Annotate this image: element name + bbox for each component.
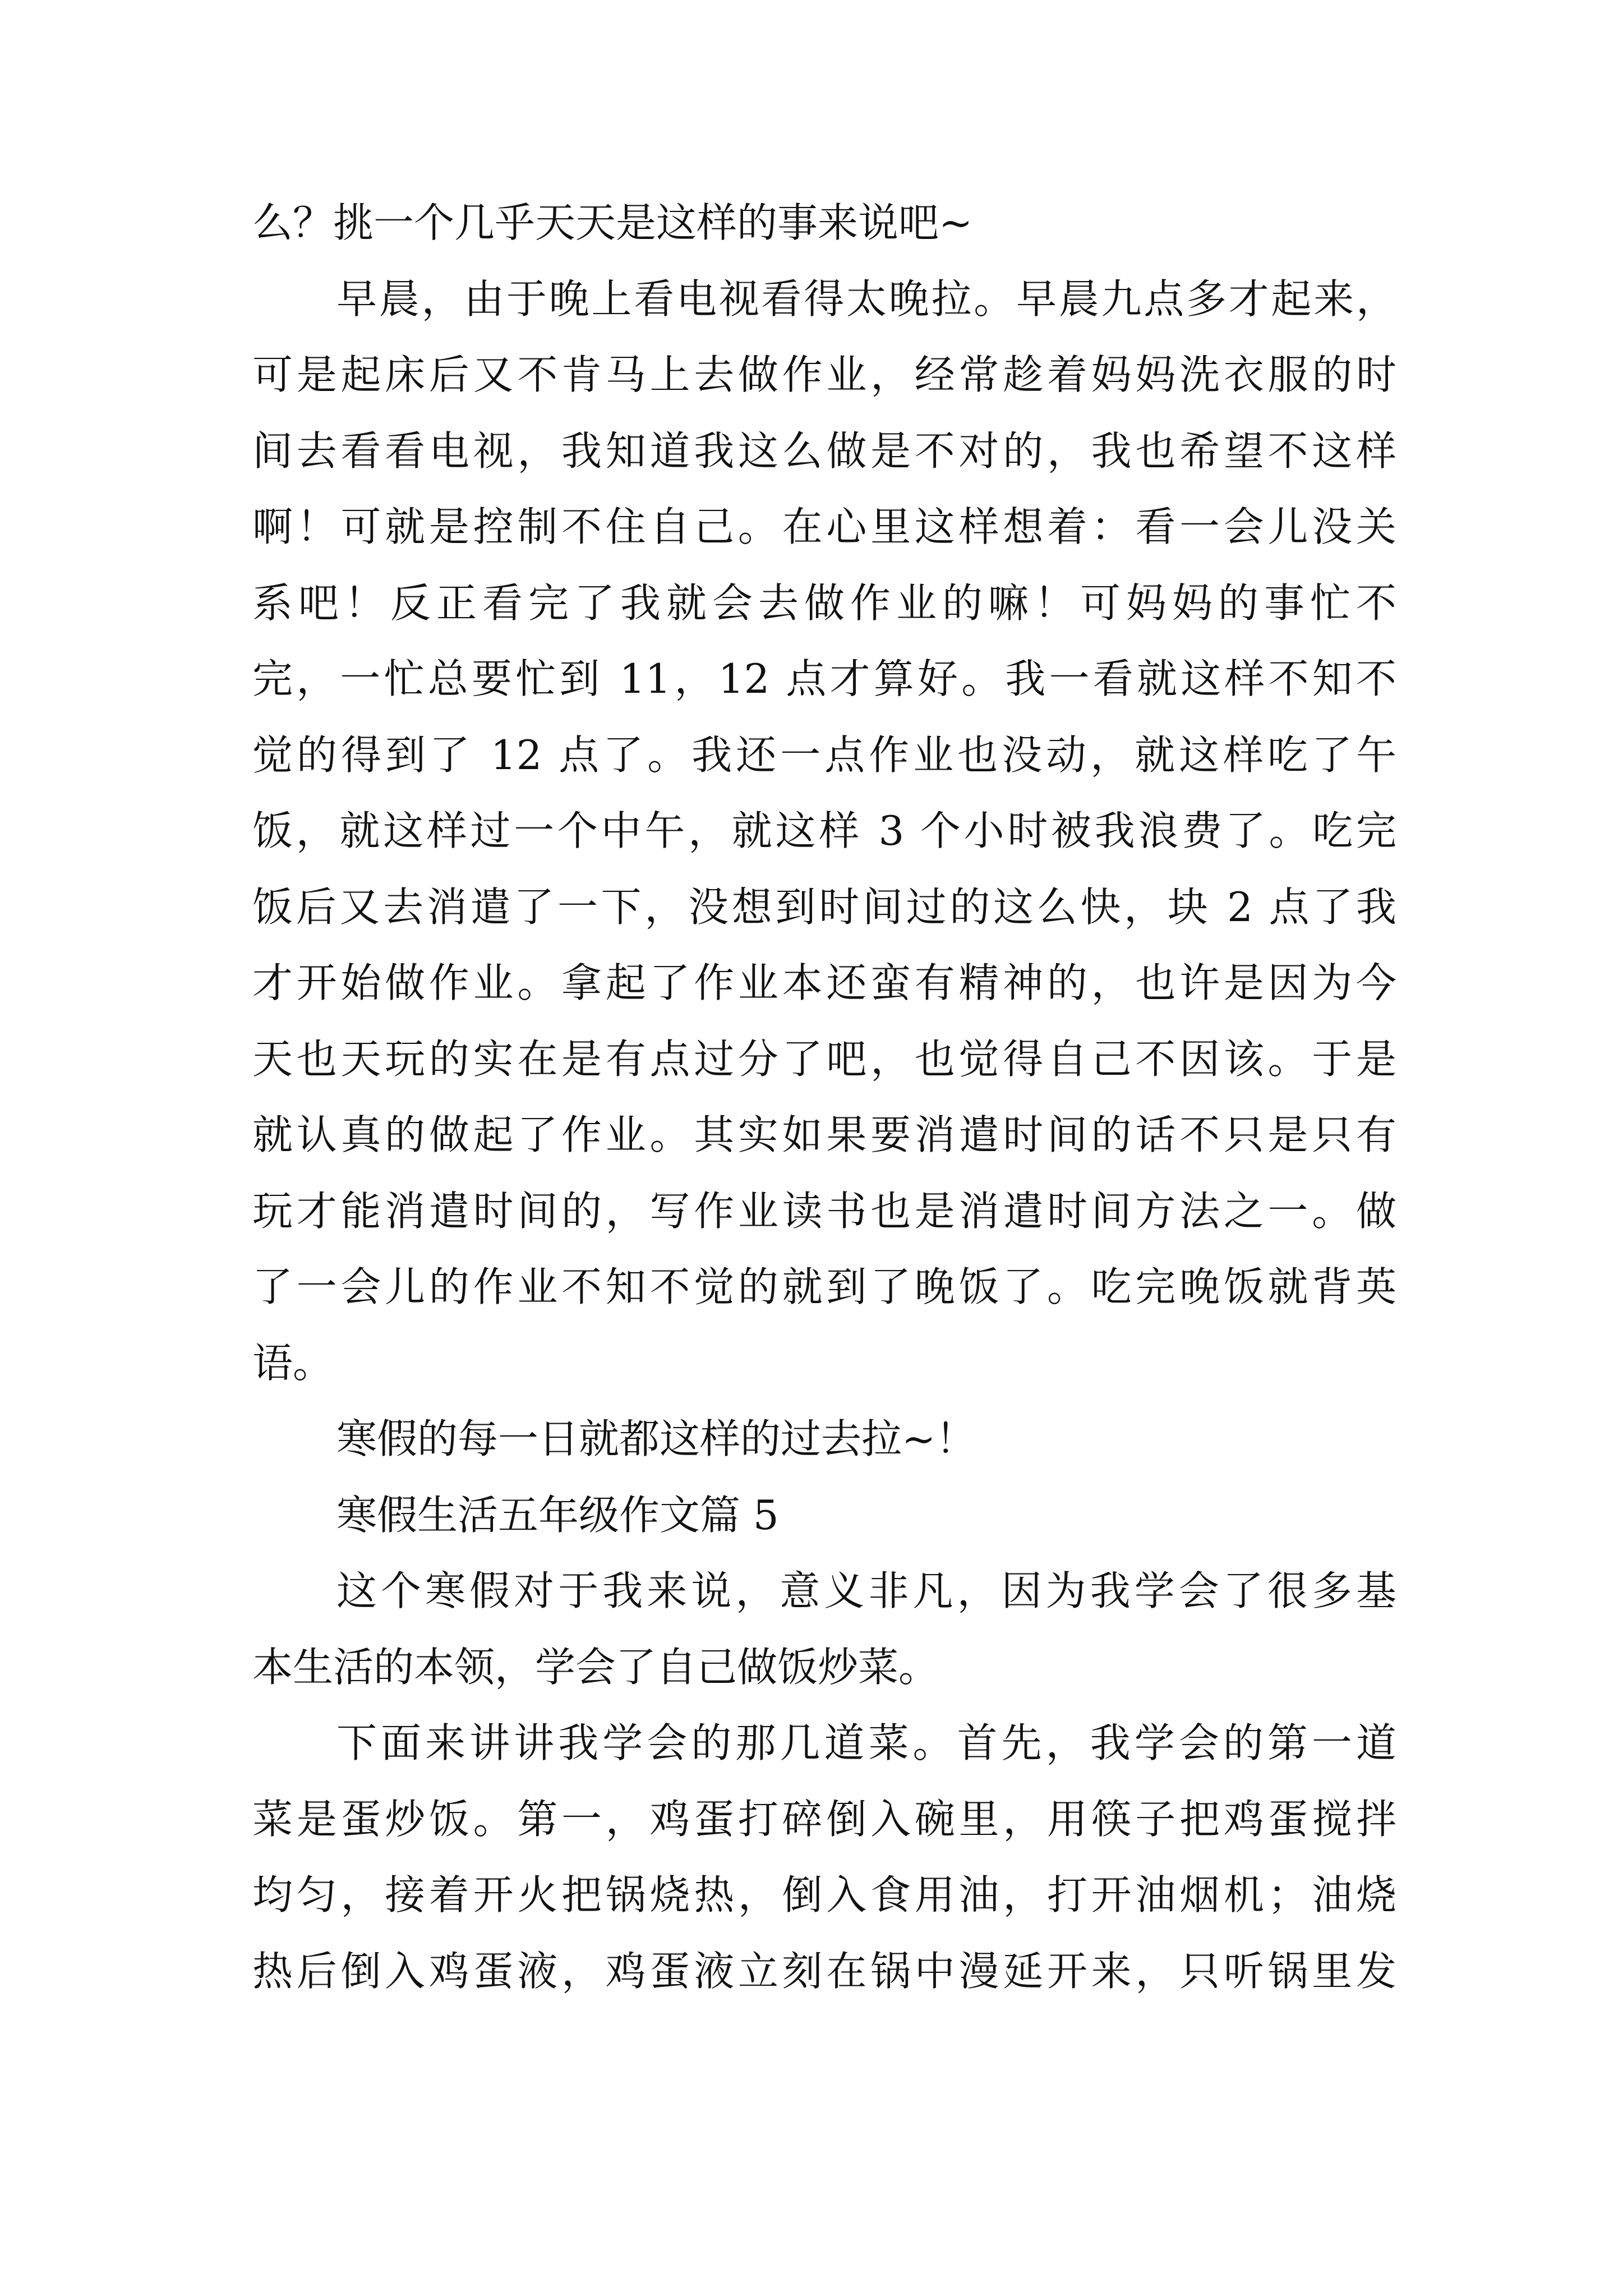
text-line: 可是起床后又不肯马上去做作业，经常趁着妈妈洗衣服的时	[252, 351, 1396, 398]
text-line: 觉的得到了 12 点了。我还一点作业也没动，就这样吃了午	[252, 731, 1396, 779]
text-line: 了一会儿的作业不知不觉的就到了晚饭了。吃完晚饭就背英	[252, 1263, 1396, 1310]
text-line: 系吧！反正看完了我就会去做作业的嘛！可妈妈的事忙不	[252, 579, 1396, 627]
text-line: 完，一忙总要忙到 11，12 点才算好。我一看就这样不知不	[252, 655, 1396, 702]
text-line: 寒假的每一日就都这样的过去拉~！	[336, 1415, 976, 1462]
text-line: 这个寒假对于我来说，意义非凡，因为我学会了很多基	[336, 1567, 1396, 1614]
text-line: 均匀，接着开火把锅烧热，倒入食用油，打开油烟机；油烧	[252, 1871, 1396, 1918]
text-line: 才开始做作业。拿起了作业本还蛮有精神的，也许是因为今	[252, 959, 1396, 1006]
text-line: 早晨，由于晚上看电视看得太晚拉。早晨九点多才起来，	[336, 275, 1396, 323]
text-line: 热后倒入鸡蛋液，鸡蛋液立刻在锅中漫延开来，只听锅里发	[252, 1947, 1396, 1995]
text-line: 下面来讲讲我学会的那几道菜。首先，我学会的第一道	[336, 1719, 1396, 1766]
body-text	[252, 185, 1396, 2009]
text-line: 菜是蛋炒饭。第一，鸡蛋打碎倒入碗里，用筷子把鸡蛋搅拌	[252, 1795, 1396, 1843]
text-line: 饭，就这样过一个中午，就这样 3 个小时被我浪费了。吃完	[252, 807, 1396, 854]
text-line: 就认真的做起了作业。其实如果要消遣时间的话不只是只有	[252, 1111, 1396, 1158]
text-line: 玩才能消遣时间的，写作业读书也是消遣时间方法之一。做	[252, 1187, 1396, 1235]
text-line: 寒假生活五年级作文篇 5	[336, 1491, 779, 1539]
text-line: 语。	[252, 1339, 334, 1387]
text-line: 啊！可就是控制不住自己。在心里这样想着：看一会儿没关	[252, 503, 1396, 550]
text-line: 本生活的本领，学会了自己做饭炒菜。	[252, 1643, 939, 1691]
text-line: 饭后又去消遣了一下，没想到时间过的这么快，块 2 点了我	[252, 883, 1396, 931]
text-line: 么？挑一个几乎天天是这样的事来说吧~	[252, 199, 973, 246]
text-line: 间去看看电视，我知道我这么做是不对的，我也希望不这样	[252, 427, 1396, 475]
text-line: 天也天玩的实在是有点过分了吧，也觉得自己不因该。于是	[252, 1035, 1396, 1083]
